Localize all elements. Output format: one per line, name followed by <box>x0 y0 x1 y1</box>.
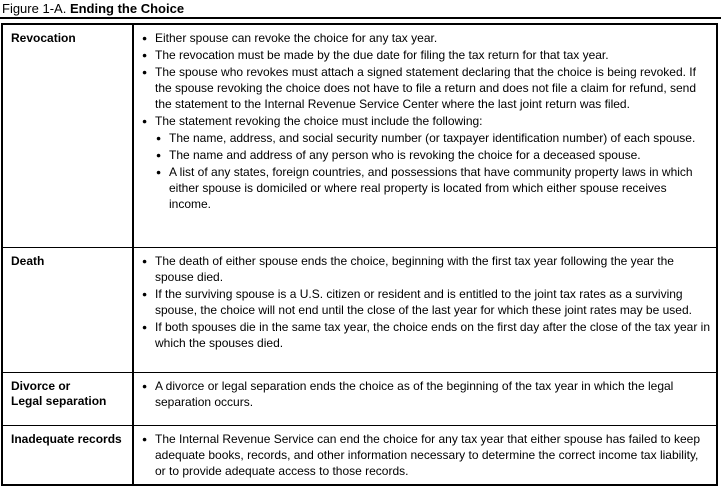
bullet-icon: ● <box>142 116 148 126</box>
bullet-text: The name and address of any person who is revoking the choice for a deceased spouse. <box>169 148 641 162</box>
figure-title <box>0 0 721 19</box>
bullet-icon: ● <box>156 167 162 177</box>
row-content-cell <box>134 25 716 247</box>
bullet-icon: ● <box>142 256 148 266</box>
bullet-icon: ● <box>142 322 148 332</box>
bullet-icon: ● <box>142 33 148 43</box>
row-label-cell <box>3 25 134 247</box>
bullet-icon: ● <box>156 150 162 160</box>
bullet-item <box>156 164 710 212</box>
bullet-item <box>142 286 710 318</box>
bullet-icon: ● <box>142 50 148 60</box>
table-row <box>3 248 716 373</box>
figure-number: Figure 1-A. <box>2 1 67 16</box>
bullet-icon: ● <box>156 133 162 143</box>
row-label: Inadequate records <box>11 432 122 446</box>
row-label-cell <box>3 373 134 425</box>
bullet-item <box>156 130 710 146</box>
bullet-text: The Internal Revenue Service can end the choice for any tax year that either spouse has failed to keep adequate books, records, and other information necessary to determine the correct income tax liability, or to provide adequate access to those records. <box>155 432 700 478</box>
bullet-text: Either spouse can revoke the choice for any tax year. <box>155 31 438 45</box>
row-label: Legal separation <box>11 394 107 408</box>
row-content-cell <box>134 373 716 425</box>
ending-choice-table <box>1 23 718 486</box>
bullet-text: The name, address, and social security number (or taxpayer identification number) of each spouse. <box>169 131 696 145</box>
table-row <box>3 373 716 426</box>
row-content-cell <box>134 248 716 372</box>
table-row <box>3 25 716 248</box>
row-label: Revocation <box>11 31 76 45</box>
figure-name: Ending the Choice <box>69 1 185 16</box>
row-label: Divorce or <box>11 379 71 393</box>
bullet-text: The spouse who revokes must attach a signed statement declaring that the choice is being revoked. If the spouse revoking the choice does not have to file a return and does not file a claim for refund, send the statement to the Internal Revenue Service Center where the last joint return was filed. <box>155 65 697 111</box>
bullet-item <box>142 378 710 410</box>
bullet-item <box>142 113 710 129</box>
bullet-text: If the surviving spouse is a U.S. citizen or resident and is entitled to the joint tax rates as a surviving spouse, the choice will not end until the close of the last year for which these joint rates may be used. <box>155 287 692 317</box>
bullet-text: If both spouses die in the same tax year, the choice ends on the first day after the close of the tax year in which the spouses died. <box>155 320 710 350</box>
bullet-text: A list of any states, foreign countries, and possessions that have community property laws in which either spouse is domiciled or where real property is located from which either spouse receives income. <box>169 165 693 211</box>
bullet-item <box>156 147 710 163</box>
bullet-text: A divorce or legal separation ends the choice as of the beginning of the tax year in which the legal separation occurs. <box>155 379 674 409</box>
bullet-item <box>142 30 710 46</box>
table-row <box>3 426 716 484</box>
bullet-icon: ● <box>142 289 148 299</box>
row-label: Death <box>11 254 45 268</box>
bullet-text: The revocation must be made by the due date for filing the tax return for that tax year. <box>155 48 609 62</box>
row-label-cell <box>3 426 134 484</box>
bullet-text: The statement revoking the choice must include the following: <box>155 114 483 128</box>
bullet-icon: ● <box>142 434 148 444</box>
bullet-item <box>142 253 710 285</box>
bullet-item <box>142 64 710 112</box>
bullet-item <box>142 47 710 63</box>
row-label-cell <box>3 248 134 372</box>
row-content-cell <box>134 426 716 484</box>
bullet-item <box>142 319 710 351</box>
bullet-icon: ● <box>142 381 148 391</box>
bullet-text: The death of either spouse ends the choice, beginning with the first tax year following the year the spouse died. <box>155 254 674 284</box>
bullet-item <box>142 431 710 479</box>
bullet-icon: ● <box>142 67 148 77</box>
